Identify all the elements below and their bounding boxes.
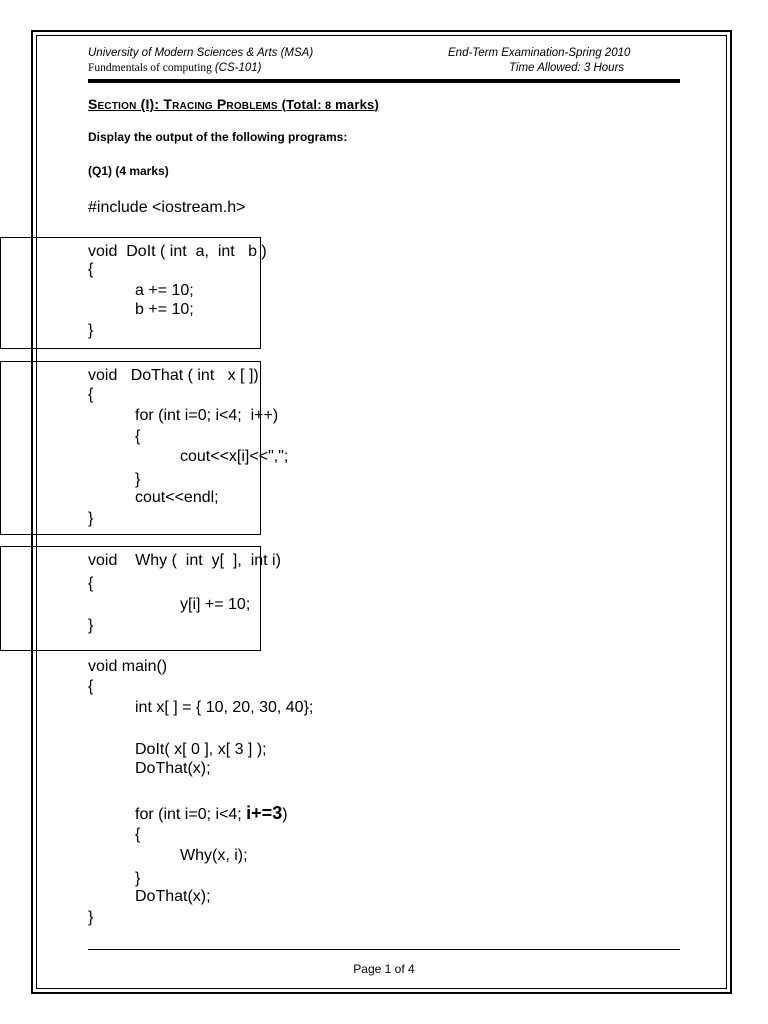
dothat-for: for (int i=0; i<4; i++) — [135, 407, 279, 424]
why-body: y[i] += 10; — [180, 596, 251, 613]
dothat-for-close: } — [135, 471, 141, 488]
section-title: Section (I): Tracing Problems — [88, 96, 278, 112]
dothat-signature: void DoThat ( int x [ ]) — [88, 367, 259, 384]
course-prefix: Fundmentals of computing — [88, 62, 215, 74]
course-name — [88, 61, 261, 75]
include-line: #include <iostream.h> — [88, 199, 246, 216]
doit-signature: void DoIt ( int a, int b ) — [88, 243, 267, 260]
dothat-close-brace: } — [88, 510, 94, 527]
doit-line-2: b += 10; — [135, 301, 194, 318]
main-for-open: { — [135, 826, 141, 843]
doit-line-1: a += 10; — [135, 282, 194, 299]
doit-open-brace: { — [88, 261, 94, 278]
why-open-brace: { — [88, 575, 94, 592]
header-rule — [88, 79, 680, 83]
main-for-prefix: for (int i=0; i<4; — [135, 806, 247, 823]
section-marks: marks — [331, 97, 375, 112]
course-code: (CS-101) — [214, 62, 262, 74]
main-for-close: } — [135, 870, 141, 887]
dothat-for-open: { — [135, 428, 141, 445]
section-close: ) — [374, 97, 379, 112]
time-allowed: Time Allowed: 3 Hours — [509, 62, 625, 74]
main-for-suffix: ) — [282, 806, 288, 823]
exam-title: End-Term Examination-Spring 2010 — [448, 47, 631, 59]
university-name: University of Modern Sciences & Arts (MSA) — [88, 47, 314, 59]
instruction: Display the output of the following programs: — [88, 130, 348, 144]
main-dothat-call-1: DoThat(x); — [135, 760, 211, 777]
why-signature: void Why ( int y[ ], int i) — [88, 552, 281, 569]
dothat-endl: cout<<endl; — [135, 489, 219, 506]
main-why-call: Why(x, i); — [180, 847, 248, 864]
main-close-brace: } — [88, 909, 94, 926]
question-label: (Q1) (4 marks) — [88, 164, 169, 178]
why-close-brace: } — [88, 617, 94, 634]
footer-rule — [88, 949, 680, 950]
main-declaration: int x[ ] = { 10, 20, 30, 40}; — [135, 699, 314, 716]
dothat-cout: cout<<x[i]<<","; — [180, 448, 289, 465]
main-for-loop — [135, 804, 288, 824]
main-doit-call: DoIt( x[ 0 ], x[ 3 ] ); — [135, 741, 267, 758]
section-total-value: 8 — [321, 100, 332, 112]
doit-close-brace: } — [88, 322, 94, 339]
section-total-label: (Total: — [281, 97, 322, 112]
page-number: Page 1 of 4 — [353, 962, 415, 976]
main-open-brace: { — [88, 678, 94, 695]
main-signature: void main() — [88, 658, 168, 675]
section-heading — [88, 96, 379, 112]
main-for-increment: i+=3 — [246, 803, 283, 823]
main-dothat-call-2: DoThat(x); — [135, 888, 211, 905]
dothat-open-brace: { — [88, 386, 94, 403]
